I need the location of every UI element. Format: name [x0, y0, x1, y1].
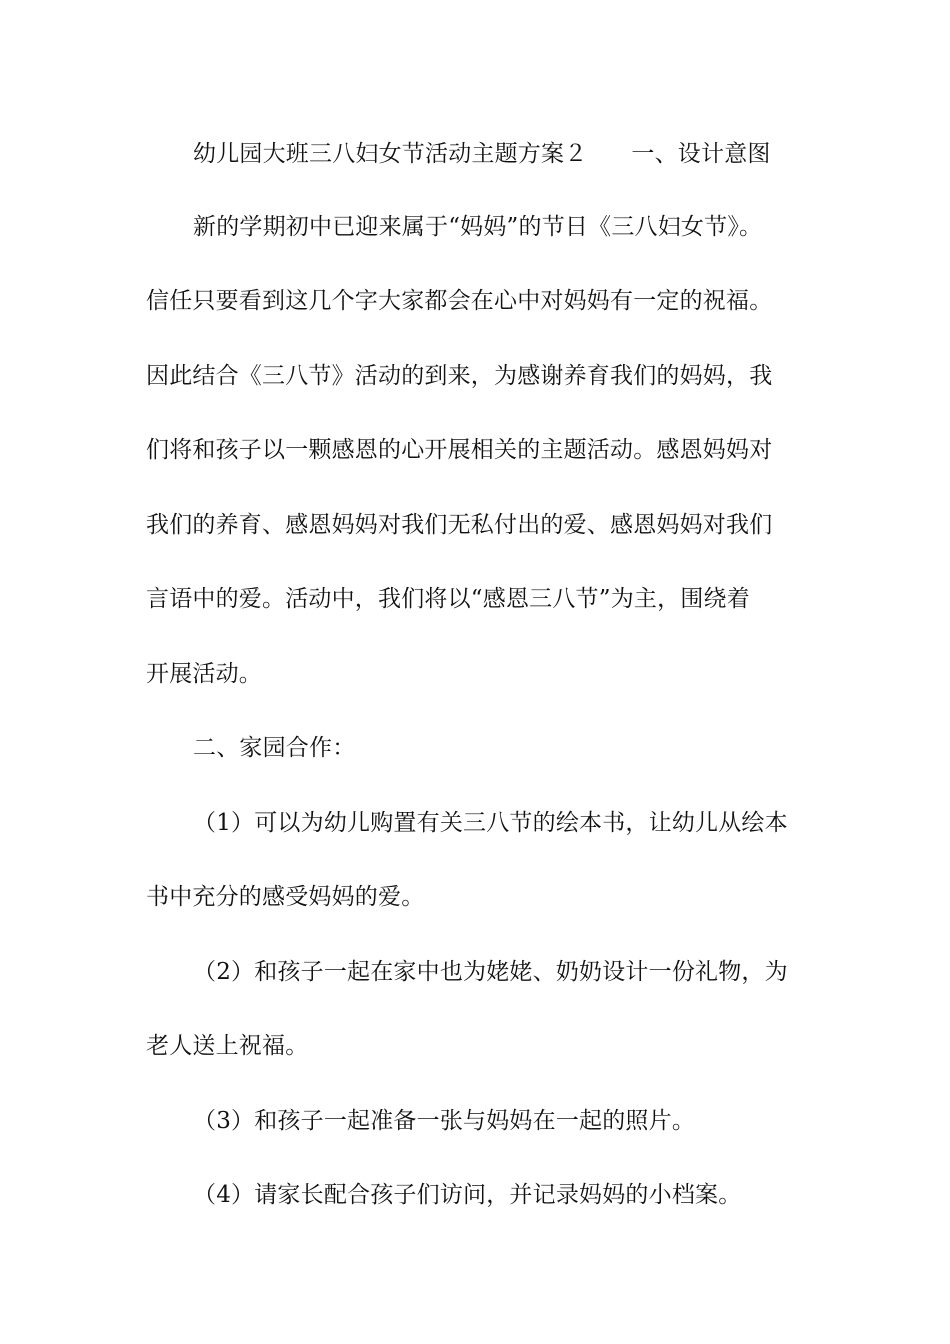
title-line	[193, 139, 771, 169]
paragraph-1-line-1: 新的学期初中已迎来属于“妈妈”的节日《三八妇女节》。	[193, 214, 763, 240]
paragraph-1-line-2: 信任只要看到这几个字大家都会在心中对妈妈有一定的祝福。	[146, 288, 773, 314]
item-1-line-1: （1）可以为幼儿购置有关三八节的绘本书，让幼儿从绘本	[193, 810, 788, 836]
item-3: （3）和孩子一起准备一张与妈妈在一起的照片。	[193, 1108, 696, 1134]
document-title: 幼儿园大班三八妇女节活动主题方案２	[193, 141, 588, 167]
item-4: （4）请家长配合孩子们访问，并记录妈妈的小档案。	[193, 1182, 742, 1208]
item-2-line-2: 老人送上祝福。	[146, 1033, 309, 1059]
paragraph-1-line-5: 我们的养育、感恩妈妈对我们无私付出的爱、感恩妈妈对我们	[146, 512, 773, 538]
section-1-heading: 一、设计意图	[631, 141, 771, 167]
item-1-line-2: 书中充分的感受妈妈的爱。	[146, 884, 425, 910]
paragraph-1-line-3: 因此结合《三八节》活动的到来，为感谢养育我们的妈妈，我	[146, 363, 773, 389]
section-2-heading: 二、家园合作：	[193, 735, 356, 761]
paragraph-1-line-6: 言语中的爱。活动中，我们将以“感恩三八节”为主，围绕着	[146, 586, 750, 612]
paragraph-1-line-7: 开展活动。	[146, 661, 262, 687]
item-2-line-1: （2）和孩子一起在家中也为姥姥、奶奶设计一份礼物，为	[193, 959, 788, 985]
paragraph-1-line-4: 们将和孩子以一颗感恩的心开展相关的主题活动。感恩妈妈对	[146, 437, 773, 463]
